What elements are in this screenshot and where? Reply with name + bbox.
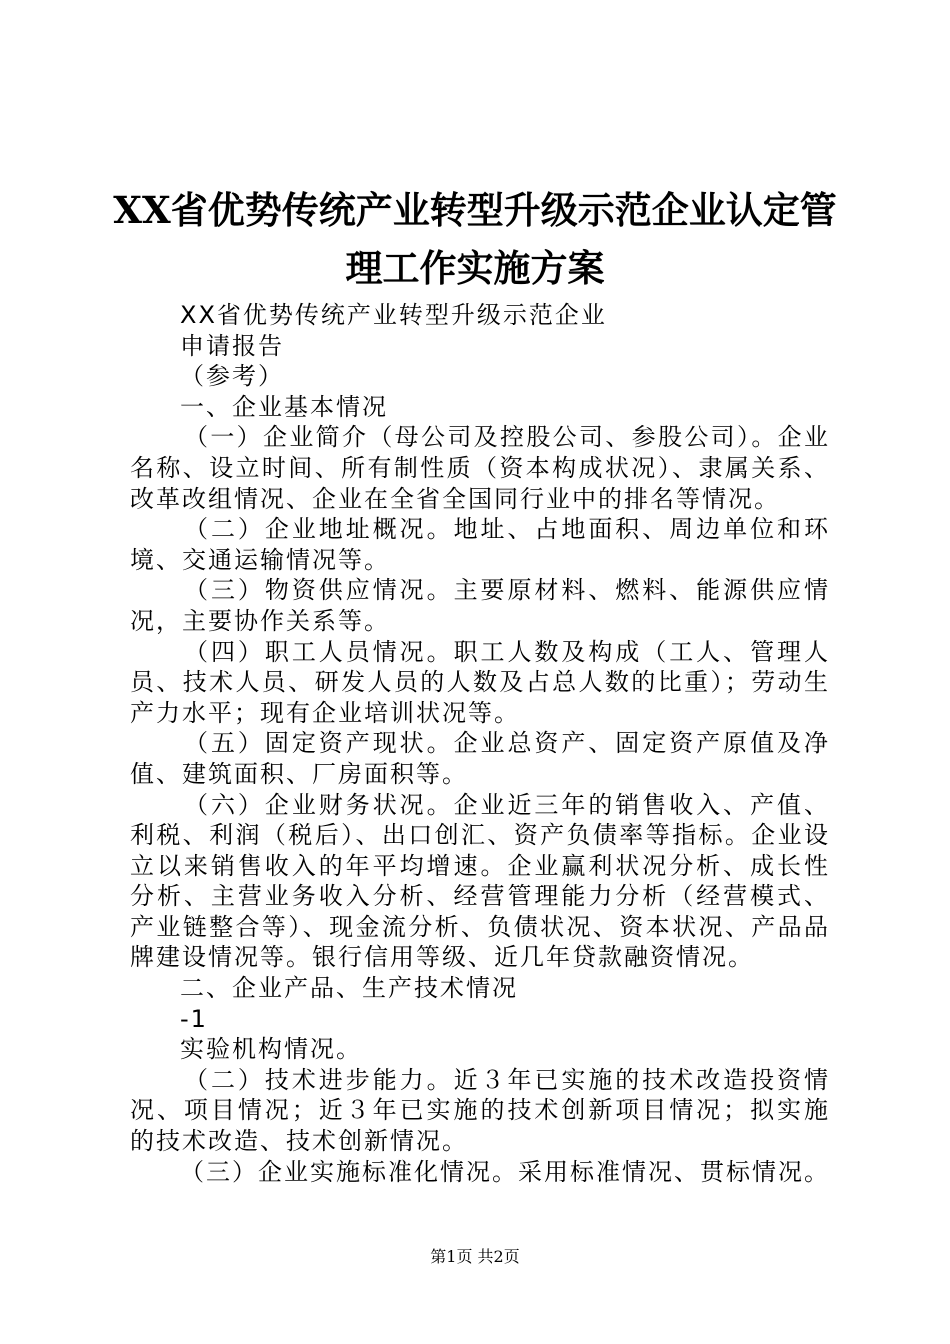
paragraph: （五）固定资产现状。企业总资产、固定资产原值及净值、建筑面积、厂房面积等。: [130, 729, 830, 788]
document-title-line-1: XX省优势传统产业转型升级示范企业认定管: [113, 188, 837, 232]
paragraph: -1: [180, 1004, 208, 1033]
document-body: [130, 300, 830, 1187]
paragraph: （四）职工人员情况。职工人数及构成（工人、管理人员、技术人员、研发人员的人数及占总人数的比重）；劳动生产力水平；现有企业培训状况等。: [130, 637, 830, 727]
paragraph: （三）物资供应情况。主要原材料、燃料、能源供应情况，主要协作关系等。: [130, 576, 830, 635]
section-heading: 一、企业基本情况: [180, 392, 388, 421]
paragraph: （参考）: [180, 362, 284, 391]
paragraph: （一）企业简介（母公司及控股公司、参股公司）。企业名称、设立时间、所有制性质（资本构成状况）、隶属关系、改革改组情况、企业在全省全国同行业中的排名等情况。: [130, 423, 830, 513]
document-title-line-2: 理工作实施方案: [345, 246, 605, 290]
paragraph: 实验机构情况。: [180, 1035, 362, 1064]
paragraph: （二）技术进步能力。近３年已实施的技术改造投资情况、项目情况；近３年已实施的技术创新项目情况；拟实施的技术改造、技术创新情况。: [130, 1065, 830, 1156]
paragraph: 申请报告: [180, 331, 284, 360]
paragraph: （三）企业实施标准化情况。采用标准情况、贯标情况。: [180, 1157, 830, 1186]
paragraph: （六）企业财务状况。企业近三年的销售收入、产值、利税、利润（税后）、出口创汇、资产负债率等指标。企业设立以来销售收入的年平均增速。企业赢利状况分析、成长性分析、主营业务收入分析、经营管理能力分析（经营模式、产业链整合等）、现金流分析、负债状况、资本状况、产品品牌建设情况等。银行信用等级、近几年贷款融资情况。: [130, 790, 830, 972]
page-footer: 第1页 共2页: [430, 1247, 520, 1266]
section-heading: 二、企业产品、生产技术情况: [180, 974, 518, 1003]
paragraph: XX省优势传统产业转型升级示范企业: [180, 301, 607, 329]
paragraph: （二）企业地址概况。地址、占地面积、周边单位和环境、交通运输情况等。: [130, 515, 830, 574]
